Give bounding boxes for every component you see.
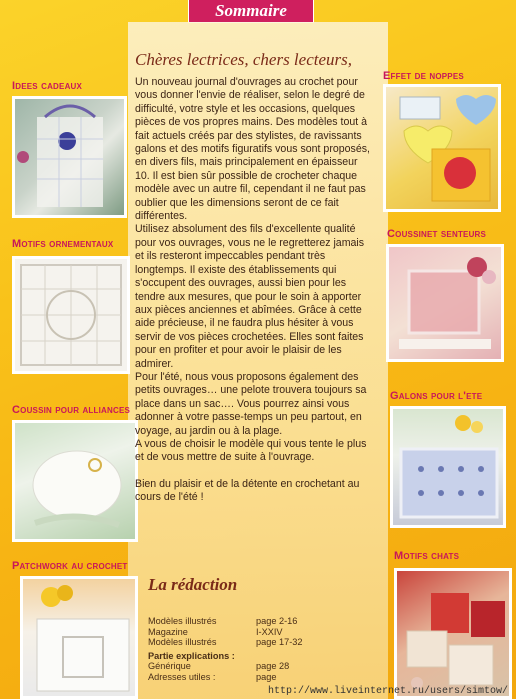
paragraph-4: A vous de choisir le modèle qui vous tente le plus et de vous mettre de suite à l'ouvrage. [135, 437, 367, 464]
doily-illustration [15, 259, 127, 371]
index-row: Générique page 28 [148, 661, 290, 672]
photo-noppes [383, 84, 501, 212]
photo-doily [12, 256, 130, 374]
label-motifs-ornementaux: Motifs ornementaux [12, 238, 114, 250]
index-row: Modèles illustrés page 17-32 [148, 637, 303, 648]
label-coussinet-senteurs: Coussinet senteurs [387, 228, 487, 240]
photo-galons [390, 406, 506, 528]
index-row: Magazine I-XXIV [148, 626, 283, 637]
ring-pillow-illustration [15, 423, 135, 539]
photo-patchwork [20, 576, 138, 699]
label-galons-ete: Galons pour l'ete [390, 390, 483, 402]
photo-ring-pillow [12, 420, 138, 542]
tablecloth-illustration [393, 409, 503, 525]
photo-gift-bag [12, 96, 127, 218]
photo-chats [394, 568, 512, 699]
gift-bag-illustration [15, 99, 124, 215]
paragraph-1: Un nouveau journal d'ouvrages au crochet pour vous donner l'envie de réaliser, selon le degré de difficulté, votre style et les occasions, quelques pièces de vos propres mains. Des modèles tout à fait actuels créés par des stylistes, de ravissants galons et des motifs figuratifs vous sont proposés, en divers fils, mais principalement en épaisseur 10. Il est bien sûr possible de crocheter chaque modèle avec un autre fil, cependant il ne faut pas oublier que les dimensions seront de ce fait différentes. [135, 76, 370, 223]
index-row: Modèles illustrés page 2-16 [148, 616, 298, 626]
page-title: Chères lectrices, chers lecteurs, [135, 50, 352, 69]
label-effet-noppes: Effet de noppes [383, 70, 464, 82]
label-idees-cadeaux: Idees cadeaux [12, 80, 83, 92]
sachet-illustration [389, 247, 501, 359]
signature: La rédaction [148, 575, 238, 594]
label-motifs-chats: Motifs chats [394, 550, 460, 562]
cat-cushions-illustration [397, 571, 509, 696]
paragraph-2: Utilisez absolument des fils d'excellente qualité pour vos ouvrages, vous ne le regretterez jamais et ils resteront impeccables pendant très longtemps. Il existe des établissements qui s'occupent des ouvrages, aussi bien pour les tendre aux mesures, que pour le soin à apporter aux pièces anciennes et abîmées. Grâce à cette aide précieuse, il ne faudra plus hésiter à vous servir de vos pièces crochetées. Elles sont faites pour en profiter et pour avoir le plaisir de les admirer. [135, 223, 365, 370]
index-row: Adresses utiles : page [148, 671, 277, 682]
label-coussin-alliances: Coussin pour alliances [12, 404, 131, 416]
noppes-illustration [386, 87, 498, 209]
patchwork-illustration [23, 579, 135, 696]
sommaire-banner: Sommaire [188, 0, 314, 23]
editorial-text [135, 76, 375, 505]
label-patchwork: Patchwork au crochet [12, 560, 128, 572]
page-index [148, 616, 303, 683]
index-subheading: Partie explications : [148, 650, 235, 661]
paragraph-3: Pour l'été, nous vous proposons également des petits ouvrages… une pelote trouvera toujours sa place dans un sac…. Vous pourrez ainsi vous adonner à votre passe-temps un peu partout, en voyage, au jardin ou à la plage. [135, 370, 367, 437]
source-url: http://www.liveinternet.ru/users/simtow/ [268, 686, 509, 697]
photo-coussinet [386, 244, 504, 362]
paragraph-5: Bien du plaisir et de la détente en crochetant au cours de l'été ! [135, 477, 360, 504]
